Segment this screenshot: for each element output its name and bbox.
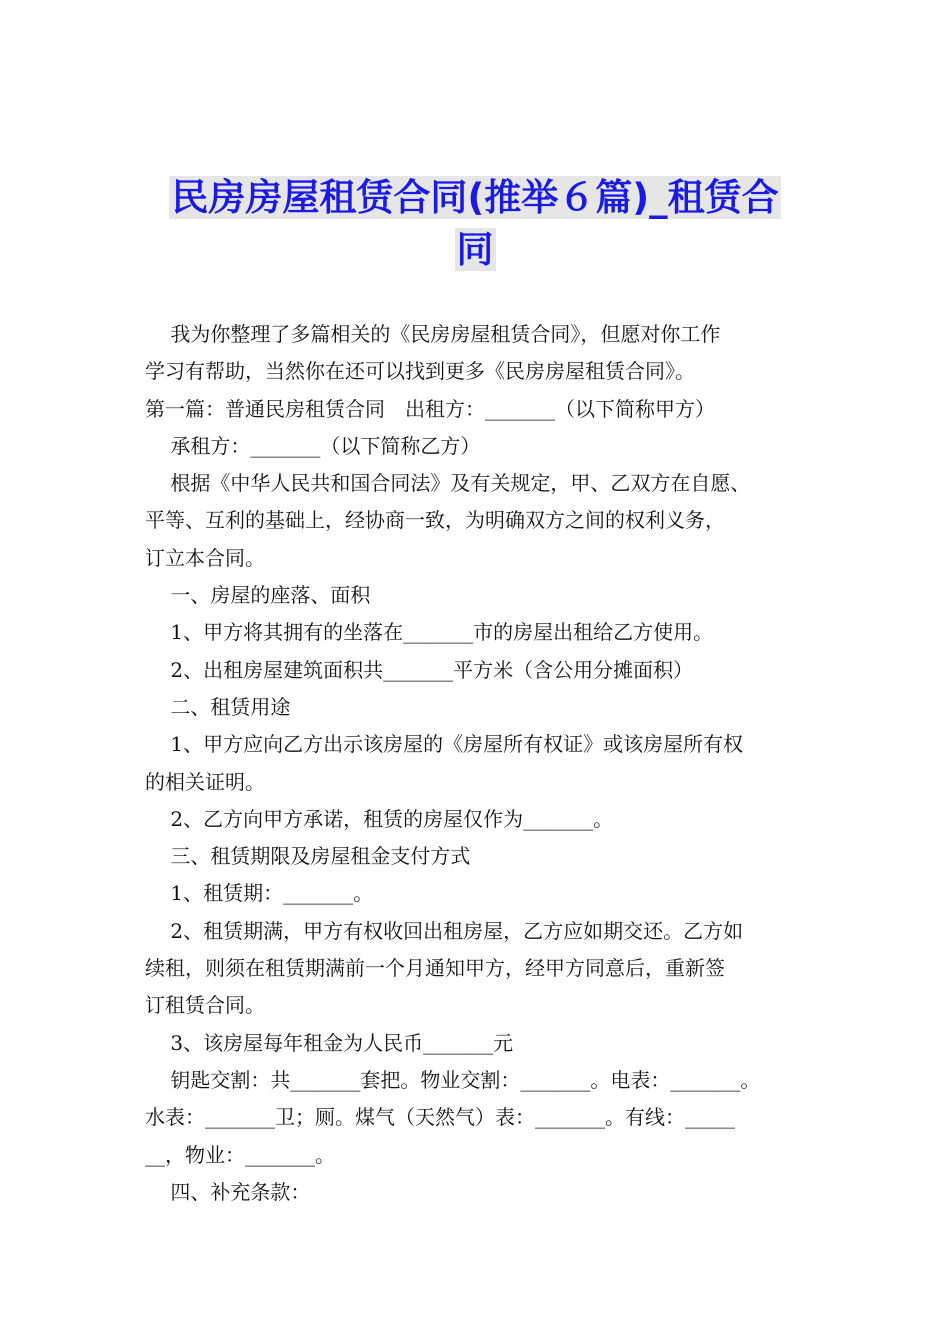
clause-heading: 一、房屋的座落、面积 bbox=[145, 583, 371, 608]
clause-item: 的相关证明。 bbox=[145, 769, 265, 794]
clause-item: 3、该房屋每年租金为人民币_______元 bbox=[145, 1030, 514, 1055]
clause-item: 续租，则须在租赁期满前一个月通知甲方，经甲方同意后，重新签 bbox=[145, 956, 725, 981]
handover-line: __，物业：_______。 bbox=[145, 1142, 335, 1167]
clause-item: 2、租赁期满，甲方有权收回出租房屋，乙方应如期交还。乙方如 bbox=[145, 918, 744, 943]
handover-line: 钥匙交割：共_______套把。物业交割：_______。电表：_______。 bbox=[145, 1067, 761, 1092]
section-heading-part-one: 第一篇：普通民房租赁合同 出租方：_______（以下简称甲方） bbox=[145, 396, 715, 421]
tenant-line: 承租方：_______（以下简称乙方） bbox=[145, 433, 481, 458]
clause-item: 1、甲方应向乙方出示该房屋的《房屋所有权证》或该房屋所有权 bbox=[145, 732, 744, 757]
preamble-line: 根据《中华人民共和国合同法》及有关规定，甲、乙双方在自愿、 bbox=[145, 471, 751, 496]
clause-heading: 二、租赁用途 bbox=[145, 694, 291, 719]
clause-item: 订租赁合同。 bbox=[145, 993, 265, 1018]
clause-item: 2、乙方向甲方承诺，租赁的房屋仅作为_______。 bbox=[145, 806, 614, 831]
preamble-line: 平等、互利的基础上，经协商一致，为明确双方之间的权利义务， bbox=[145, 508, 725, 533]
clause-heading: 四、补充条款： bbox=[145, 1179, 311, 1204]
title-line-2: 同 bbox=[456, 228, 494, 271]
title-line-1: 民房房屋租赁合同(推举６篇)_租赁合 bbox=[171, 176, 779, 219]
clause-item: 1、租赁期：_______。 bbox=[145, 881, 374, 906]
document-title bbox=[145, 172, 805, 276]
intro-line: 学习有帮助，当然你在还可以找到更多《民房房屋租赁合同》。 bbox=[145, 359, 695, 384]
document-body bbox=[145, 316, 815, 1211]
clause-item: 2、出租房屋建筑面积共_______平方米（含公用分摊面积） bbox=[145, 657, 694, 682]
clause-item: 1、甲方将其拥有的坐落在_______市的房屋出租给乙方使用。 bbox=[145, 620, 714, 645]
handover-line: 水表：_______卫；厕。煤气（天然气）表：_______。有线：_____ bbox=[145, 1105, 735, 1130]
clause-heading: 三、租赁期限及房屋租金支付方式 bbox=[145, 844, 471, 869]
intro-line: 我为你整理了多篇相关的《民房房屋租赁合同》，但愿对你工作 bbox=[145, 322, 721, 346]
preamble-line: 订立本合同。 bbox=[145, 545, 265, 570]
